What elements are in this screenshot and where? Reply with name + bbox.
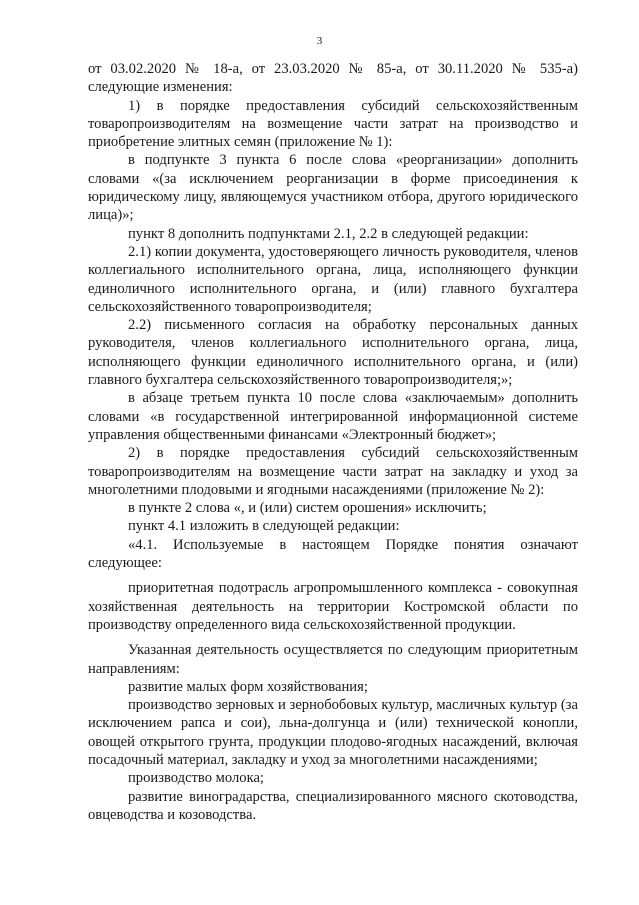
paragraph-subpoint-3-clause-6: в подпункте 3 пункта 6 после слова «реорганизации» дополнить словами «(за исключением реорганизации в форме присоединения к юридическому лицу, являющемуся участником отбора, другого юридического лица)»; (88, 152, 578, 224)
paragraph-clause-10: в абзаце третьем пункта 10 после слова «заключаемым» дополнить словами «в государственной интегрированной информационной системе управления общественными финансами «Электронный бюджет»; (88, 390, 578, 443)
paragraph-viticulture-livestock: развитие виноградарства, специализированного мясного скотоводства, овцеводства и козоводства. (88, 788, 578, 823)
paragraph-item-2: 2) в порядке предоставления субсидий сельскохозяйственным товаропроизводителям на возмещение части затрат на закладку и уход за многолетними плодовыми и ягодными насаждениями (приложение № 2): (88, 445, 578, 498)
paragraph-subpoint-2-2: 2.2) письменного согласия на обработку персональных данных руководителя, членов коллегиального исполнительного органа, лица, исполняющего функции единоличного исполнительного органа, и (или) главного бухгалтера сельскохозяйственного товаропроизводителя;»; (88, 317, 578, 389)
paragraph-clause-4-1: пункт 4.1 изложить в следующей редакции: (128, 518, 400, 535)
document-body (88, 60, 578, 824)
paragraph-priority-directions: Указанная деятельность осуществляется по следующим приоритетным направлениям: (88, 642, 578, 677)
paragraph-clause-2: в пункте 2 слова «, и (или) систем орошения» исключить; (128, 500, 487, 517)
paragraph-milk-production: производство молока; (128, 770, 264, 787)
paragraph-crop-production: производство зерновых и зернобобовых культур, масличных культур (за исключением рапса и сои), льна-долгунца и (или) технической конопли, овощей открытого грунта, продукции плодово-ягодных насаждений, включая посадочный материал, закладку и уход за многолетними насаждениями; (88, 697, 578, 768)
paragraph-clause-8: пункт 8 дополнить подпунктами 2.1, 2.2 в следующей редакции: (128, 225, 529, 242)
paragraph-subpoint-2-1: 2.1) копии документа, удостоверяющего личность руководителя, членов коллегиального исполнительного органа, лица, исполняющего функции единоличного исполнительного органа, и (или) главного бухгалтера сельскохозяйственного товаропроизводителя; (88, 243, 578, 315)
page-number: 3 (316, 35, 323, 47)
paragraph-small-farms: развитие малых форм хозяйствования; (128, 678, 368, 695)
paragraph-priority-subsector: приоритетная подотрасль агропромышленного комплекса - совокупная хозяйственная деятельность на территории Костромской области по производству определенного вида сельскохозяйственной продукции. (88, 580, 578, 633)
paragraph-item-1: 1) в порядке предоставления субсидий сельскохозяйственным товаропроизводителям на возмещение части затрат на производство и приобретение элитных семян (приложение № 1): (88, 97, 578, 151)
paragraph-amendment-dates: от 03.02.2020 № 18-а, от 23.03.2020 № 85-а, от 30.11.2020 № 535-а) следующие изменения: (88, 61, 578, 96)
paragraph-definitions-intro: «4.1. Используемые в настоящем Порядке понятия означают следующее: (88, 536, 578, 572)
